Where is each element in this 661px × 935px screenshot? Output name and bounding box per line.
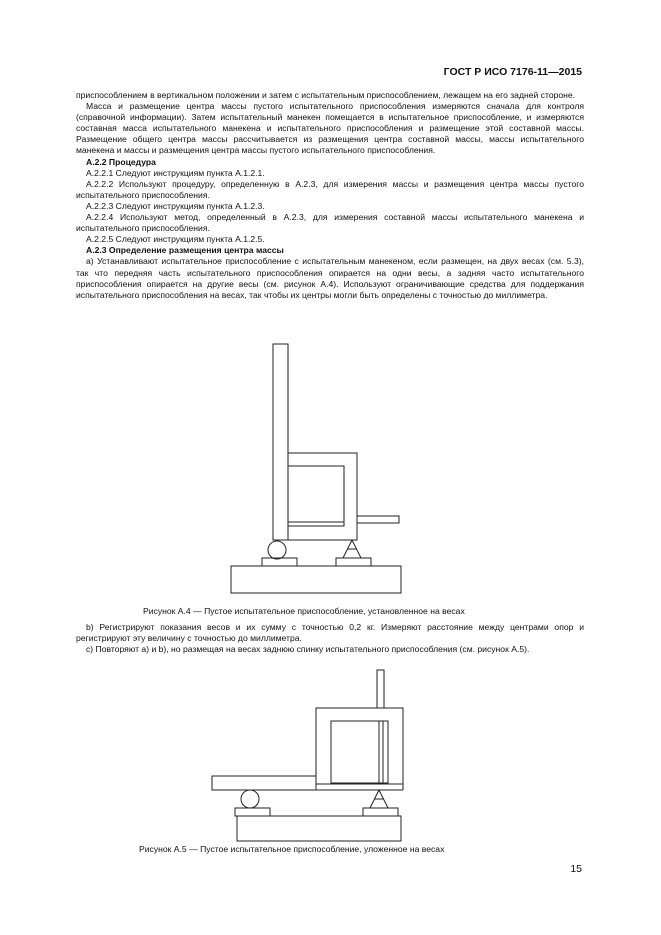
fixture-footplate <box>357 516 399 523</box>
paragraph: приспособлением в вертикальном положении и затем с испытательным приспособлением, лежащем на его задней стороне. <box>76 90 576 100</box>
round-support-lying <box>241 790 259 808</box>
paragraph: Масса и размещение центра массы пустого испытательного приспособления измеряются сначала для контроля (справочной информации). Затем испытательный манекен помещается в испытательное приспособление, и измеряются составная масса испытательного манекена и испытательного приспособления и размещение этой составной массы. Размещение общего центра массы рассчитывается из размещения центра составной массы, массы испытательного манекена и массы и размещения центра массы пустого испытательного приспособления. <box>76 101 584 156</box>
scale-pad-right-lying <box>363 808 398 816</box>
paragraph: с) Повторяют а) и b), но размещая на весах заднюю спинку испытательного приспособления (см. рисунок А.5). <box>86 644 530 655</box>
paragraph: А.2.2.5 Следуют инструкциям пункта А.1.2.5. <box>86 234 265 245</box>
paragraph: b) Регистрируют показания весов и их сумму с точностью 0,2 кг. Измеряют расстояние между центрами опор и регистрируют эту величину с точностью до миллиметра. <box>76 622 584 644</box>
paragraph: А.2.2.1 Следуют инструкциям пункта А.1.2.1. <box>86 167 265 178</box>
scale-pad-left <box>262 558 297 566</box>
paragraph: а) Устанавливают испытательное приспособление с испытательным манекеном, если размещен, на двух весах (см. 5.3), так что передняя часть испытательного приспособления опирается на одни весы, а задняя часто испытательного приспособления опирается на другие весы (см. рисунок А.4). Используют ограничивающие средства для поддержания испытательного приспособления на весах, так чтобы их центры могли быть определены с точностью до миллиметра. <box>76 256 584 300</box>
section-heading: А.2.3 Определение размещения центра массы <box>86 245 284 256</box>
figure-a4-caption: Рисунок А.4 — Пустое испытательное приспособление, установленное на весах <box>143 606 465 616</box>
paragraph: А.2.2.3 Следуют инструкциям пункта А.1.2.3. <box>86 200 265 211</box>
text-block-mid <box>76 622 584 655</box>
fixture-backrest <box>273 344 288 540</box>
fixture-footplate-vertical <box>377 670 384 708</box>
scale-pad-right <box>336 558 371 566</box>
round-support <box>268 541 286 559</box>
paragraph: А.2.2.2 Используют процедуру, определенную в А.2.3, для измерения массы и размещения центра массы пустого испытательного приспособления. <box>76 178 584 200</box>
scale-pad-left-lying <box>235 808 270 816</box>
fixture-backrest-lying <box>212 776 316 790</box>
fixture-inner-box <box>288 466 344 526</box>
scale-base-lying <box>237 816 401 841</box>
section-heading: А.2.2 Процедура <box>86 156 156 167</box>
page-number: 15 <box>570 863 582 875</box>
fixture-seat-box-lying <box>316 708 403 784</box>
standard-header: ГОСТ Р ИСО 7176-11—2015 <box>443 66 582 78</box>
figure-a5-caption: Рисунок А.5 — Пустое испытательное приспособление, уложенное на весах <box>139 844 445 854</box>
scale-base <box>231 566 401 593</box>
paragraph: А.2.2.4 Используют метод, определенный в А.2.3, для измерения составной массы испытательного манекена и испытательного приспособления. <box>76 212 584 234</box>
